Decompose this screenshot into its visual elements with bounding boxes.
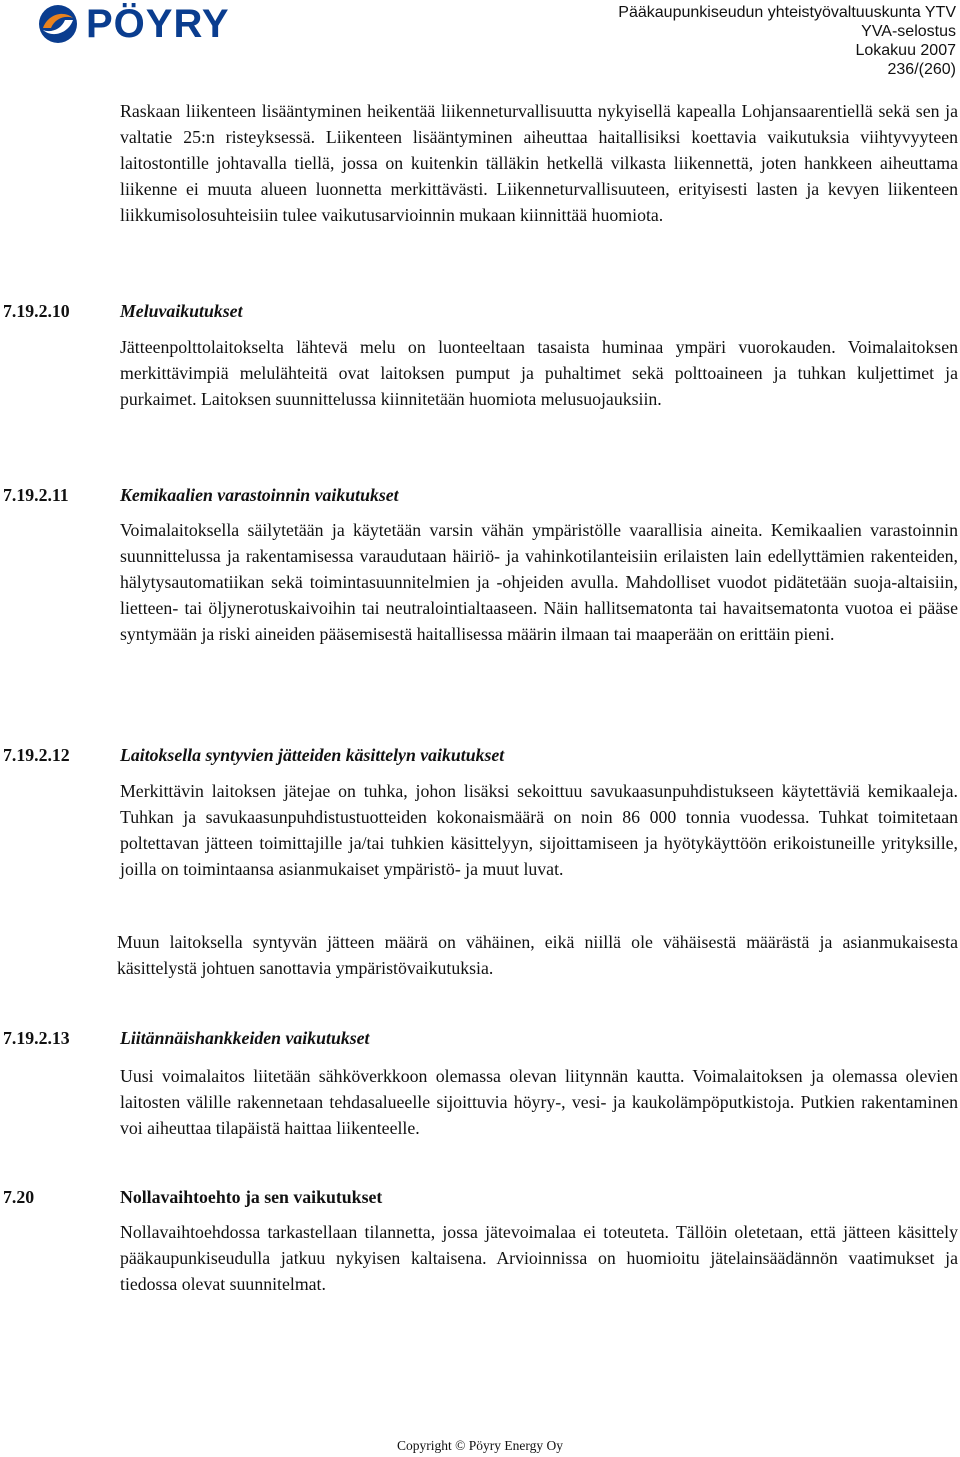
header-doc-type: YVA-selostus [861, 23, 956, 40]
section-paragraph: Voimalaitoksella säilytetään ja käytetään varsin vähän ympäristölle vaarallisia aineita. Kemikaalien varastoinnin suunnittelussa ja rakentamisessa varaudutaan häiriö- ja vahinkotilanteisiin erilaisten lain edellyttämien rakenteiden, hälytysautomatiikan sekä toimintasuunnitelmien ja -ohjeiden avulla. Mahdolliset vuodot pidätetään suoja-altaisiin, lietteen- tai öljynerotuskaivoihin tai neutralointialtaaseen. Näin hallitsematonta tai havaitsematonta vuotoa ei pääse syntymään ja riski aineiden pääsemisestä haitallisessa määrin ilmaan tai maaperään on erittäin pieni. [120, 520, 958, 644]
company-logo [36, 3, 230, 45]
header-page-number: 236/(260) [887, 61, 956, 78]
logo-wordmark: PÖYRY [86, 2, 230, 46]
header-date: Lokakuu 2007 [855, 42, 956, 59]
header-organization: Pääkaupunkiseudun yhteistyövaltuuskunta YTV [618, 4, 956, 21]
section-paragraph: Merkittävin laitoksen jätejae on tuhka, johon lisäksi sekoittuu savukaasunpuhdistukseen käytettäviä kemikaaleja. Tuhkan ja savukaasunpuhdistustuotteiden kokonaismäärä on noin 86 000 tonnia vuodessa. Tuhkat toimitetaan poltettavan jätteen toimittajille ja/tai tuhkien käsittelyyn, sijoittamiseen ja hyötykäyttöön erikoistuneille yrityksille, joilla on toimintaansa asianmukaiset ympäristö- ja muut luvat. [120, 781, 958, 879]
section-paragraph: Uusi voimalaitos liitetään sähköverkkoon olemassa olevan liitynnän kautta. Voimalaitoksen ja olemassa olevien laitosten välille rakennetaan tehdasalueelle sijoittuvia höyry-, vesi- ja kaukolämpöputkistoja. Putkien rakentaminen voi aiheuttaa tilapäistä haittaa liikenteelle. [120, 1066, 958, 1138]
section-number: 7.20 [3, 1187, 35, 1207]
footer-copyright: Copyright © Pöyry Energy Oy [396, 1438, 563, 1453]
poyry-swirl-icon [36, 3, 80, 45]
section-number: 7.19.2.11 [3, 485, 69, 505]
section-paragraph: Jätteenpolttolaitokselta lähtevä melu on luonteeltaan tasaista huminaa ympäri vuorokauden. Voimalaitoksen merkittävimpiä melulähteitä ovat laitoksen pumput ja puhaltimet sekä polttoaineen ja tuhkan kuljettimet ja purkaimet. Laitoksen suunnittelussa kiinnitetään huomiota melusuojauksiin. [120, 337, 958, 409]
document-header [618, 3, 956, 79]
section-number: 7.19.2.10 [3, 301, 70, 321]
section-title: Nollavaihtoehto ja sen vaikutukset [120, 1187, 383, 1207]
section-number: 7.19.2.12 [3, 745, 70, 765]
section-title: Kemikaalien varastoinnin vaikutukset [120, 485, 399, 505]
section-title: Liitännäishankkeiden vaikutukset [120, 1028, 370, 1048]
section-paragraph: Muun laitoksella syntyvän jätteen määrä on vähäinen, eikä niillä ole vähäisestä määrästä ja asianmukaisesta käsittelystä johtuen sanottavia ympäristövaikutuksia. [117, 932, 958, 978]
section-title: Meluvaikutukset [120, 301, 243, 321]
section-title: Laitoksella syntyvien jätteiden käsittelyn vaikutukset [120, 745, 505, 765]
intro-paragraph: Raskaan liikenteen lisääntyminen heikentää liikenneturvallisuutta nykyisellä kapealla Lohjansaarentiellä sekä sen ja valtatie 25:n risteyksessä. Liikenteen lisääntyminen aiheuttaa haitallisiksi koettavia vaikutuksia viihtyvyyteen laitostontille johtavalla tiellä, jossa on kuitenkin tälläkin hetkellä vilkasta liikennettä, joten hankkeen aiheuttama liikenne ei muuta alueen luonnetta merkittävästi. Liikenneturvallisuuteen, erityisesti lasten ja kevyen liikenteen liikkumisolosuhteisiin tulee vaikutusarvioinnin mukaan kiinnittää huomiota. [120, 101, 958, 225]
section-number: 7.19.2.13 [3, 1028, 70, 1048]
section-paragraph: Nollavaihtoehdossa tarkastellaan tilannetta, jossa jätevoimalaa ei toteuteta. Tällöin oletetaan, että jätteen käsittely pääkaupunkiseudulla jatkuu nykyisen kaltaisena. Arvioinnissa on huomioitu jätelainsäädännön vaatimukset ja tiedossa olevat suunnitelmat. [120, 1222, 958, 1294]
